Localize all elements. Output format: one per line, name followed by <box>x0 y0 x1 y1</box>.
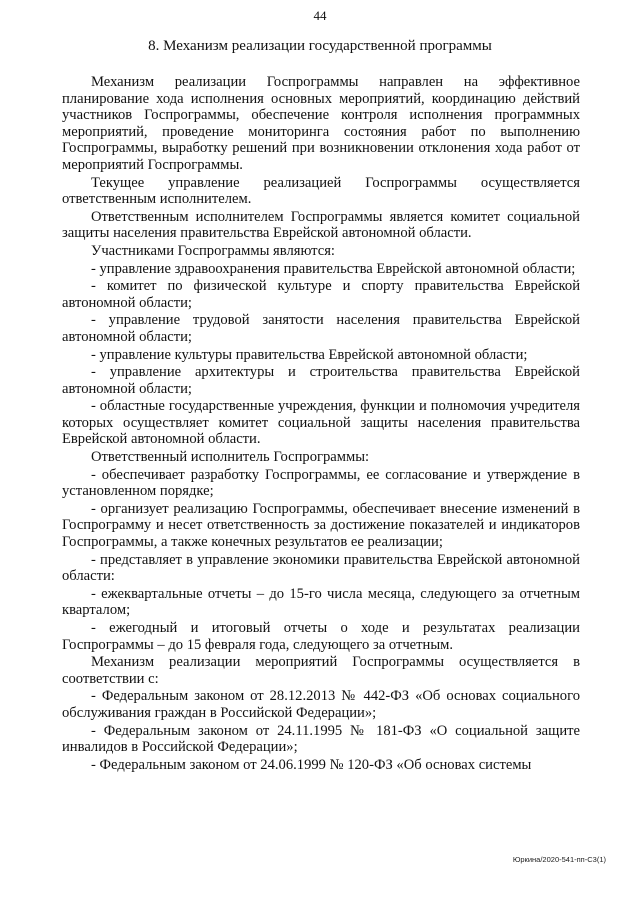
paragraph: Ответственным исполнителем Госпрограммы является комитет социальной защиты населения правительства Еврейской автономной области. <box>62 208 580 242</box>
list-item: - Федеральным законом от 28.12.2013 № 442-ФЗ «Об основах социального обслуживания граждан в Российской Федерации»; <box>62 688 580 721</box>
paragraph: Участниками Госпрограммы являются: <box>91 242 335 259</box>
list-item: - ежеквартальные отчеты – до 15-го числа месяца, следующего за отчетным кварталом; <box>62 585 580 619</box>
paragraph: Механизм реализации Госпрограммы направлен на эффективное планирование хода исполнения основных мероприятий, координацию действий участников Госпрограммы, обеспечение контроля исполнения программных мероприятий, проведение мониторинга состояния работ по выполнению Госпрограммы, выработку решений при возникновении отклонения хода работ от мероприятий Госпрограммы. <box>62 74 580 173</box>
list-item: - организует реализацию Госпрограммы, обеспечивает внесение изменений в Госпрограмму и несет ответственность за достижение показателей и индикаторов Госпрограммы, а также конечных результатов ее реализации; <box>62 500 580 551</box>
list-item: - комитет по физической культуре и спорту правительства Еврейской автономной области; <box>62 278 580 311</box>
list-item: - управление культуры правительства Еврейской автономной области; <box>91 346 528 363</box>
paragraph: Механизм реализации мероприятий Госпрограммы осуществляется в соответствии с: <box>62 654 580 687</box>
list-item: - управление трудовой занятости населения правительства Еврейской автономной области; <box>62 312 580 345</box>
document-code: Юркина/2020-541-пп-С3(1) <box>512 855 606 864</box>
list-item: - управление архитектуры и строительства правительства Еврейской автономной области; <box>62 364 580 397</box>
list-item: - Федеральным законом от 24.11.1995 № 181-ФЗ «О социальной защите инвалидов в Российской Федерации»; <box>62 722 580 756</box>
list-item: - обеспечивает разработку Госпрограммы, ее согласование и утверждение в установленном порядке; <box>62 466 580 500</box>
list-item: - управление здравоохранения правительства Еврейской автономной области; <box>91 260 576 277</box>
list-item: - представляет в управление экономики правительства Еврейской автономной области: <box>62 551 580 585</box>
list-item: - Федеральным законом от 24.06.1999 № 120-ФЗ «Об основах системы <box>91 756 532 773</box>
paragraph: Ответственный исполнитель Госпрограммы: <box>91 449 370 466</box>
page-number: 44 <box>313 8 327 23</box>
document-body <box>62 74 580 773</box>
section-heading: 8. Механизм реализации государственной программы <box>148 38 492 54</box>
list-item: - ежегодный и итоговый отчеты о ходе и результатах реализации Госпрограммы – до 15 февраля года, следующего за отчетным. <box>62 620 580 653</box>
list-item: - областные государственные учреждения, функции и полномочия учредителя которых осуществляет комитет социальной защиты населения правительства Еврейской автономной области. <box>62 398 580 448</box>
paragraph: Текущее управление реализацией Госпрограммы осуществляется ответственным исполнителем. <box>62 174 580 208</box>
